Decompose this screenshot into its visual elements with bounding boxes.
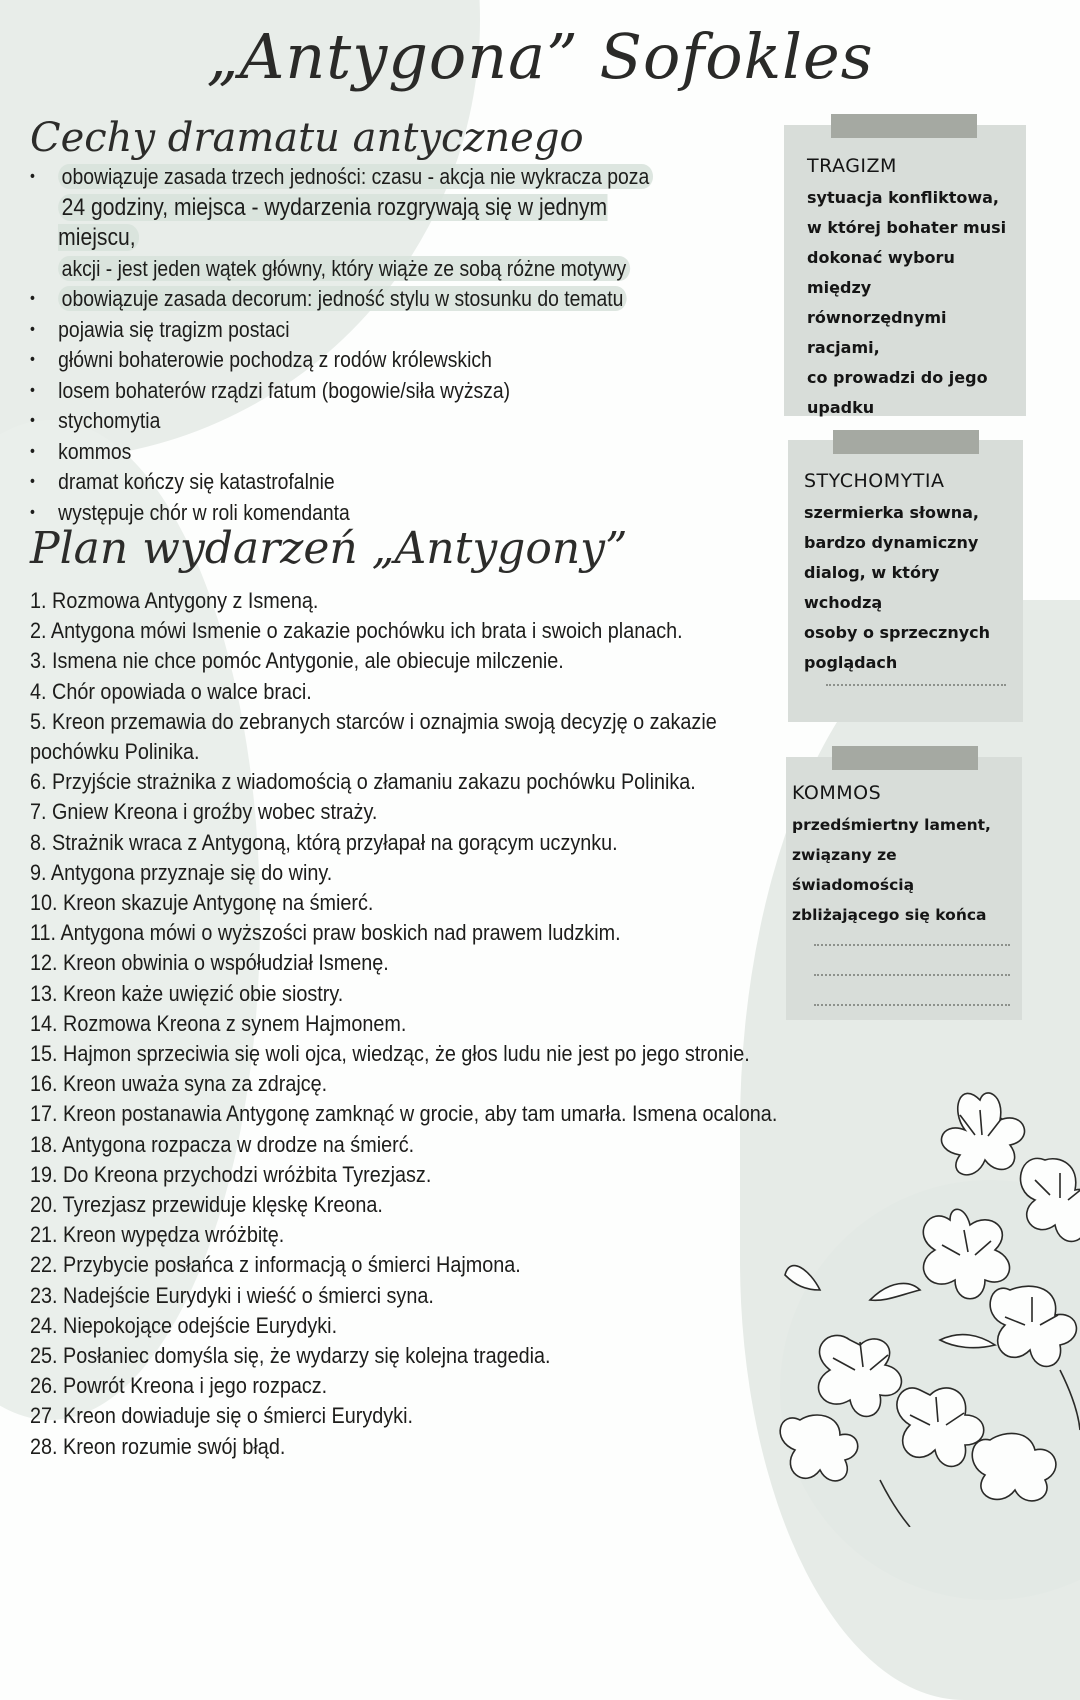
- plan-item: 22. Przybycie posłańca z informacją o śmierci Hajmona.: [30, 1252, 521, 1278]
- plan-item: 27. Kreon dowiaduje się o śmierci Eurydyki.: [30, 1403, 413, 1429]
- plan-item: 17. Kreon postanawia Antygonę zamknąć w grocie, aby tam umarła. Ismena ocalona.: [30, 1101, 778, 1127]
- page-title: „Antygona” Sofokles: [206, 20, 874, 93]
- features-heading: Cechy dramatu antycznego: [30, 115, 584, 161]
- plan-item: 26. Powrót Kreona i jego rozpacz.: [30, 1373, 328, 1399]
- definition-card-tragizm: [784, 125, 1026, 416]
- plan-item: 2. Antygona mówi Ismenie o zakazie pochówku ich brata i swoich planach.: [30, 618, 683, 644]
- plan-item: 28. Kreon rozumie swój błąd.: [30, 1433, 286, 1459]
- feature-item: • obowiązuje zasada decorum: jedność stylu w stosunku do tematu: [30, 284, 664, 315]
- plan-item: 13. Kreon każe uwięzić obie siostry.: [30, 980, 344, 1006]
- plan-item: 12. Kreon obwinia o współudział Ismenę.: [30, 950, 389, 976]
- plan-item: 16. Kreon uważa syna za zdrajcę.: [30, 1071, 328, 1097]
- tape-decoration: [833, 430, 979, 454]
- feature-item: • stychomytia: [30, 406, 664, 437]
- tape-decoration: [832, 746, 978, 770]
- plan-item: 3. Ismena nie chce pomóc Antygonie, ale obiecuje milczenie.: [30, 648, 564, 674]
- dotted-line: [826, 678, 1006, 686]
- feature-line: akcji - jest jeden wątek główny, który wiąże ze sobą różne motywy: [58, 256, 630, 281]
- plan-item: 4. Chór opowiada o walce braci.: [30, 678, 312, 704]
- dotted-line: [814, 930, 1010, 946]
- feature-item: • pojawia się tragizm postaci: [30, 315, 664, 346]
- feature-line: obowiązuje zasada trzech jedności: czasu - akcja nie wykracza poza: [58, 164, 653, 189]
- plan-item: 11. Antygona mówi o wyższości praw boskich nad prawem ludzkim.: [30, 920, 621, 946]
- feature-item: [30, 162, 664, 284]
- feature-line: 24 godziny, miejsca - wydarzenia rozgrywają się w jednym miejscu,: [58, 193, 608, 251]
- plan-item: 14. Rozmowa Kreona z synem Hajmonem.: [30, 1010, 407, 1036]
- definition-card-kommos: [786, 757, 1022, 1020]
- plan-item: 15. Hajmon sprzeciwia się woli ojca, wiedząc, że głos ludu nie jest po jego stronie.: [30, 1041, 750, 1067]
- plan-item: 7. Gniew Kreona i groźby wobec straży.: [30, 799, 378, 825]
- plan-list: [30, 586, 822, 1462]
- lily-flowers-illustration: [760, 1040, 1080, 1527]
- card-title: STYCHOMYTIA: [804, 470, 945, 492]
- plan-item: 21. Kreon wypędza wróżbitę.: [30, 1222, 285, 1248]
- plan-item: 10. Kreon skazuje Antygonę na śmierć.: [30, 890, 374, 916]
- plan-item: 25. Posłaniec domyśla się, że wydarzy się kolejna tragedia.: [30, 1343, 551, 1369]
- plan-item: 18. Antygona rozpacza w drodze na śmierć.: [30, 1131, 415, 1157]
- plan-item: 9. Antygona przyznaje się do winy.: [30, 859, 333, 885]
- plan-item: 20. Tyrezjasz przewiduje klęskę Kreona.: [30, 1192, 383, 1218]
- feature-item: • występuje chór w roli komendanta: [30, 498, 664, 529]
- plan-item: 5. Kreon przemawia do zebranych starców i oznajmia swoją decyzję o zakazie pochówku Polinika.: [30, 708, 717, 765]
- plan-item: 24. Niepokojące odejście Eurydyki.: [30, 1312, 338, 1338]
- feature-item: • główni bohaterowie pochodzą z rodów królewskich: [30, 345, 664, 376]
- definition-card-stychomytia: [788, 440, 1023, 722]
- plan-item: 8. Strażnik wraca z Antygoną, którą przyłapał na gorącym uczynku.: [30, 829, 618, 855]
- plan-item: 1. Rozmowa Antygony z Ismeną.: [30, 588, 319, 613]
- plan-item: 19. Do Kreona przychodzi wróżbita Tyrezjasz.: [30, 1161, 432, 1187]
- card-title: KOMMOS: [792, 782, 882, 804]
- plan-item: 23. Nadejście Eurydyki i wieść o śmierci syna.: [30, 1282, 434, 1308]
- tape-decoration: [831, 114, 977, 138]
- feature-item: • dramat kończy się katastrofalnie: [30, 467, 664, 498]
- dotted-line: [814, 976, 1010, 1006]
- plan-heading: Plan wydarzeń „Antygony”: [30, 523, 628, 574]
- plan-item: 6. Przyjście strażnika z wiadomością o złamaniu zakazu pochówku Polinika.: [30, 769, 696, 795]
- card-body: szermierka słowna, bardzo dynamiczny dialog, w który wchodzą osoby o sprzecznych poglądach: [804, 503, 991, 672]
- feature-item: • losem bohaterów rządzi fatum (bogowie/siła wyższa): [30, 376, 664, 407]
- card-body: sytuacja konfliktowa, w której bohater musi dokonać wyboru między równorzędnymi racjami, co prowadzi do jego upadku: [807, 188, 1007, 417]
- dotted-line: [814, 946, 1010, 976]
- feature-item: • kommos: [30, 437, 664, 468]
- card-body: przedśmiertny lament, związany ze świadomością zbliżającego się końca: [792, 816, 991, 924]
- card-title: TRAGIZM: [807, 155, 897, 177]
- features-list: [30, 162, 664, 528]
